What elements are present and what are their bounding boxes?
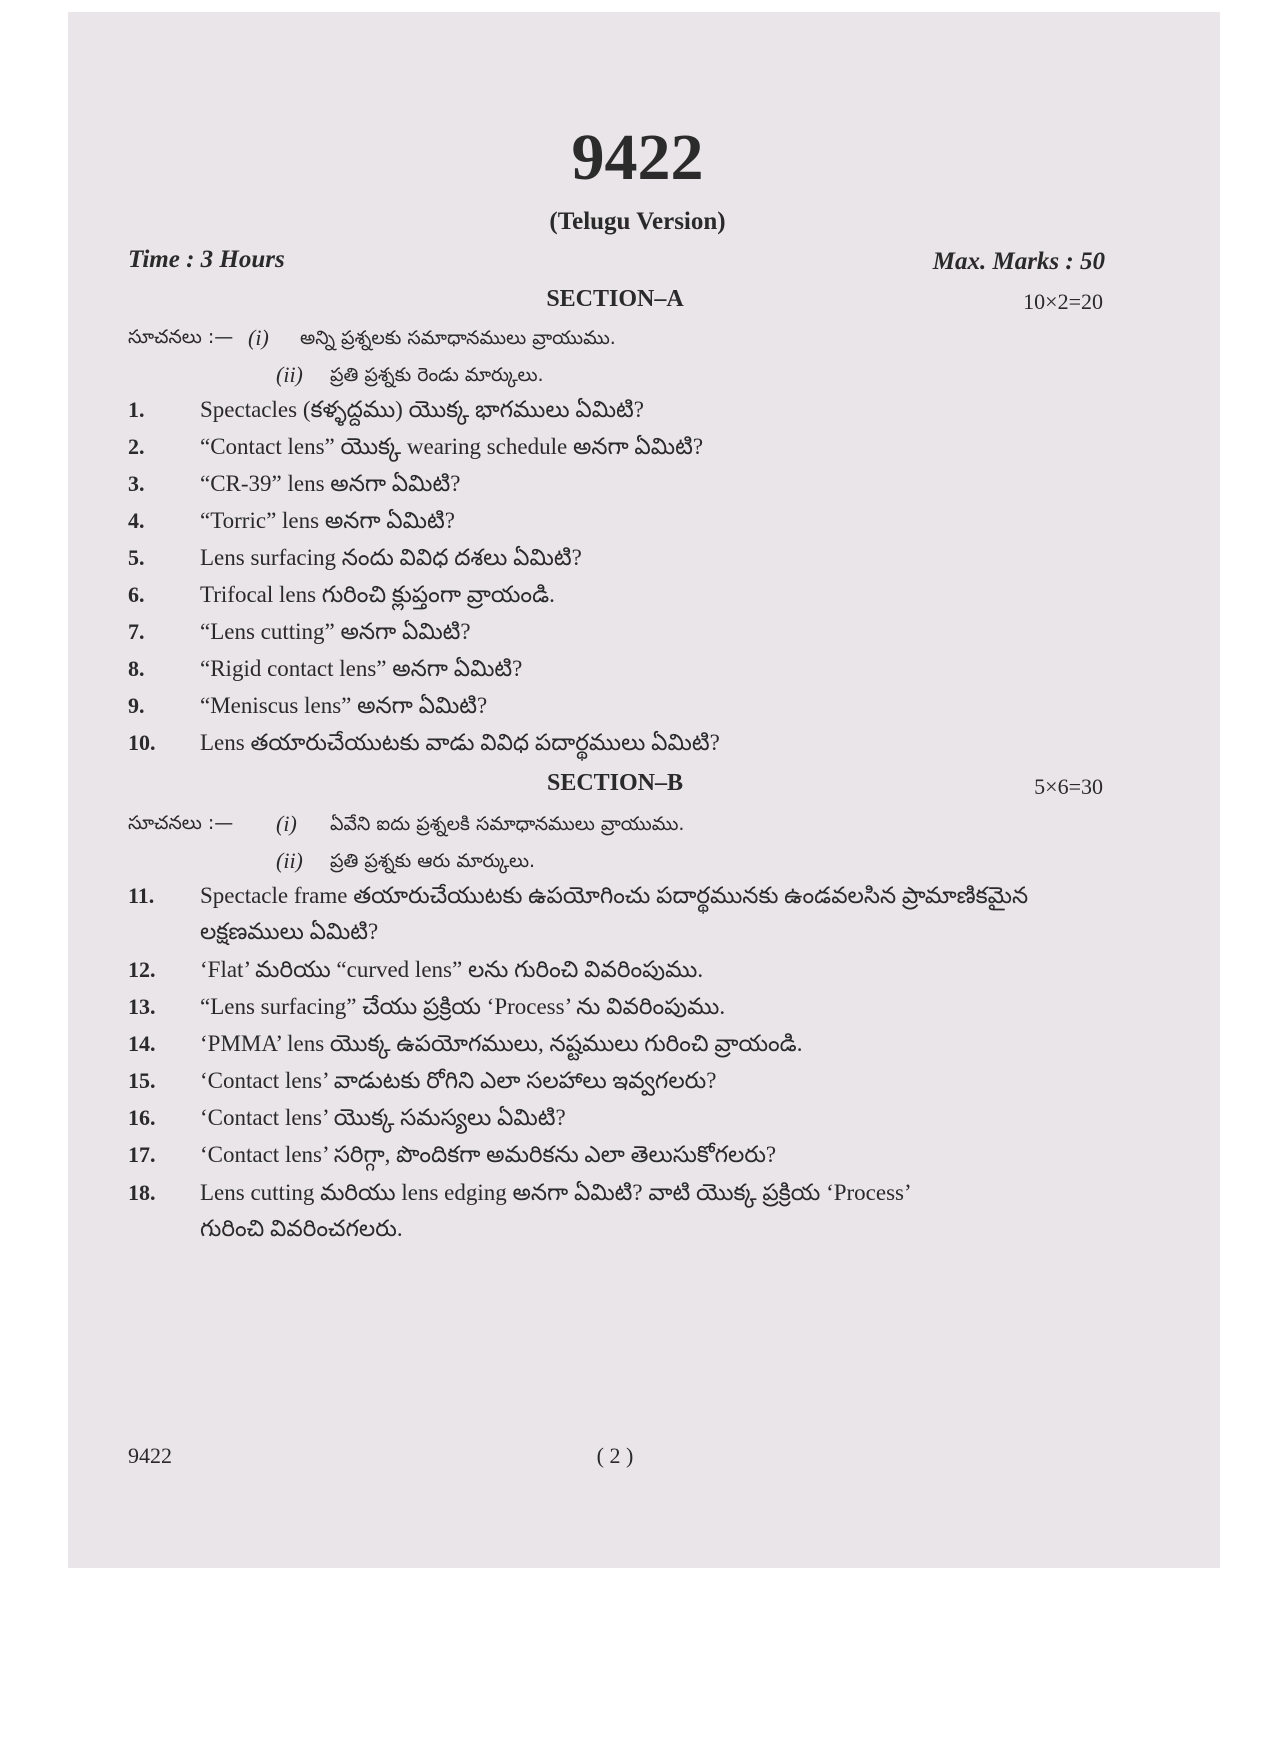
question-text-continued: గురించి వివరించగలరు. [200, 1216, 403, 1241]
instruction-number: (i) [248, 325, 269, 350]
question-text: “Rigid contact lens” అనగా ఏమిటి? [200, 656, 523, 681]
question-number: 10. [128, 730, 156, 755]
question-text: “Meniscus lens” అనగా ఏమిటి? [200, 693, 488, 718]
max-marks-label: Max. Marks : 50 [932, 248, 1105, 275]
question-text: ‘Contact lens’ వాడుటకు రోగిని ఎలా సలహాలు ఇవ్వగలరు? [200, 1068, 717, 1093]
section-a-instruction-label: సూచనలు :— [128, 326, 234, 348]
question-text: ‘Contact lens’ సరిగ్గా, పొందికగా అమరికను ఎలా తెలుసుకోగలరు? [200, 1142, 777, 1167]
question-text: Spectacle frame తయారుచేయుటకు ఉపయోగించు పదార్థమునకు ఉండవలసిన ప్రామాణికమైన [200, 883, 1029, 908]
question-number: 1. [128, 397, 145, 422]
instruction-text: ప్రతి ప్రశ్నకు ఆరు మార్కులు. [330, 850, 536, 872]
question-text: “Contact lens” యొక్క wearing schedule అనగా ఏమిటి? [200, 434, 704, 459]
instruction-number: (ii) [276, 848, 303, 873]
question-number: 9. [128, 693, 145, 718]
question-text: ‘Contact lens’ యొక్క సమస్యలు ఏమిటి? [200, 1105, 566, 1130]
instruction-text: ప్రతి ప్రశ్నకు రెండు మార్కులు. [330, 364, 544, 386]
question-text: “Lens cutting” అనగా ఏమిటి? [200, 619, 471, 644]
section-b-marks: 5×6=30 [1034, 774, 1103, 799]
question-number: 6. [128, 582, 145, 607]
question-text: “Lens surfacing” చేయు ప్రక్రియ ‘Process’ ను వివరింపుము. [200, 994, 726, 1019]
section-a-marks: 10×2=20 [1023, 289, 1103, 314]
question-text: Lens cutting మరియు lens edging అనగా ఏమిటి? వాటి యొక్క ప్రక్రియ ‘Process’ [200, 1180, 912, 1205]
question-text: ‘PMMA’ lens యొక్క ఉపయోగములు, నష్టములు గురించి వ్రాయండి. [200, 1031, 803, 1056]
time-label: Time : 3 Hours [128, 246, 285, 273]
question-text: ‘Flat’ మరియు “curved lens” లను గురించి వివరింపుము. [200, 957, 704, 982]
question-number: 16. [128, 1105, 156, 1130]
section-b-instruction-label: సూచనలు :— [128, 812, 234, 834]
question-text: “CR-39” lens అనగా ఏమిటి? [200, 471, 461, 496]
question-number: 5. [128, 545, 145, 570]
question-number: 18. [128, 1180, 156, 1205]
question-number: 11. [128, 883, 155, 908]
question-number: 15. [128, 1068, 156, 1093]
question-text: Lens surfacing నందు వివిధ దశలు ఏమిటి? [200, 545, 582, 570]
question-number: 3. [128, 471, 145, 496]
question-number: 4. [128, 508, 145, 533]
question-text: Lens తయారుచేయుటకు వాడు వివిధ పదార్థములు ఏమిటి? [200, 730, 720, 755]
question-number: 13. [128, 994, 156, 1019]
footer-paper-code: 9422 [128, 1443, 172, 1468]
question-number: 8. [128, 656, 145, 681]
instruction-number: (i) [276, 811, 297, 836]
version-label: (Telugu Version) [549, 208, 726, 235]
question-number: 7. [128, 619, 145, 644]
question-text: Spectacles (కళ్ళద్దము) యొక్క భాగములు ఏమిటి? [200, 397, 644, 422]
question-text: “Torric” lens అనగా ఏమిటి? [200, 508, 455, 533]
question-number: 12. [128, 957, 156, 982]
instruction-text: ఏవేని ఐదు ప్రశ్నలకి సమాధానములు వ్రాయుము. [330, 813, 685, 835]
instruction-number: (ii) [276, 362, 303, 387]
question-text-continued: లక్షణములు ఏమిటి? [200, 919, 379, 944]
page-number: ( 2 ) [596, 1443, 634, 1468]
question-number: 2. [128, 434, 145, 459]
question-number: 14. [128, 1031, 156, 1056]
instruction-text: అన్ని ప్రశ్నలకు సమాధానములు వ్రాయుము. [300, 327, 616, 349]
section-b-title: SECTION–B [546, 770, 684, 796]
question-number: 17. [128, 1142, 156, 1167]
section-a-title: SECTION–A [546, 286, 684, 312]
question-text: Trifocal lens గురించి క్లుప్తంగా వ్రాయండి. [200, 582, 555, 607]
paper-code: 9422 [571, 121, 704, 194]
